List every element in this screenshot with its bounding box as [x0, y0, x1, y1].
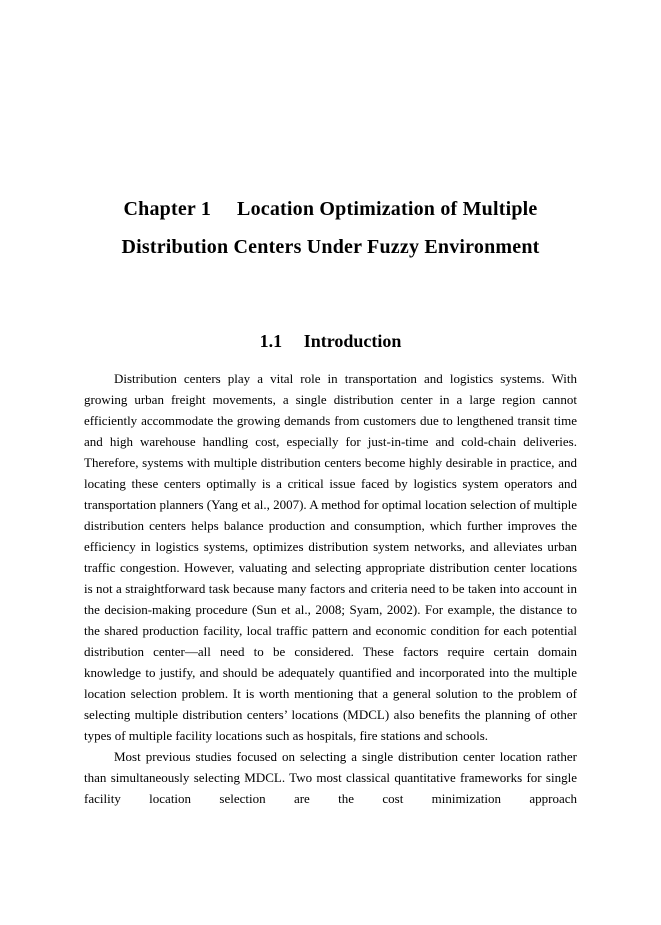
- paragraph-2: Most previous studies focused on selecting a single distribution center location rather than simultaneously selecting MDCL. Two most classical quantitative frameworks for single facility location selection are the cost minimization approach: [84, 749, 577, 806]
- section-number: 1.1: [259, 331, 283, 351]
- chapter-title: [84, 190, 577, 266]
- section-heading: [84, 328, 577, 354]
- chapter-number: Chapter 1: [123, 198, 212, 220]
- section-title: Introduction: [303, 331, 402, 351]
- chapter-name: Location Optimization of Multiple Distribution Centers Under Fuzzy Environment: [121, 198, 540, 258]
- paragraph-1: Distribution centers play a vital role in transportation and logistics systems. With growing urban freight movements, a single distribution center in a large region cannot efficiently accommodate the growing demands from customers due to lengthened transit time and high warehouse handling cost, especially for just-in-time and cold-chain deliveries. Therefore, systems with multiple distribution centers become highly desirable in practice, and locating these centers optimally is a critical issue faced by logistics system operators and transportation planners (Yang et al., 2007). A method for optimal location selection of multiple distribution centers helps balance production and consumption, which further improves the efficiency in logistics systems, optimizes distribution system networks, and alleviates urban traffic congestion. However, valuating and selecting appropriate distribution center locations is not a straightforward task because many factors and criteria need to be taken into account in the decision-making procedure (Sun et al., 2008; Syam, 2002). For example, the distance to the shared production facility, local traffic pattern and economic condition for each potential distribution center—all need to be considered. These factors require certain domain knowledge to justify, and should be adequately quantified and incorporated into the multiple location selection problem. It is worth mentioning that a general solution to the problem of selecting multiple distribution centers’ locations (MDCL) also benefits the planning of other types of multiple facility locations such as hospitals, fire stations and schools.: [84, 371, 577, 743]
